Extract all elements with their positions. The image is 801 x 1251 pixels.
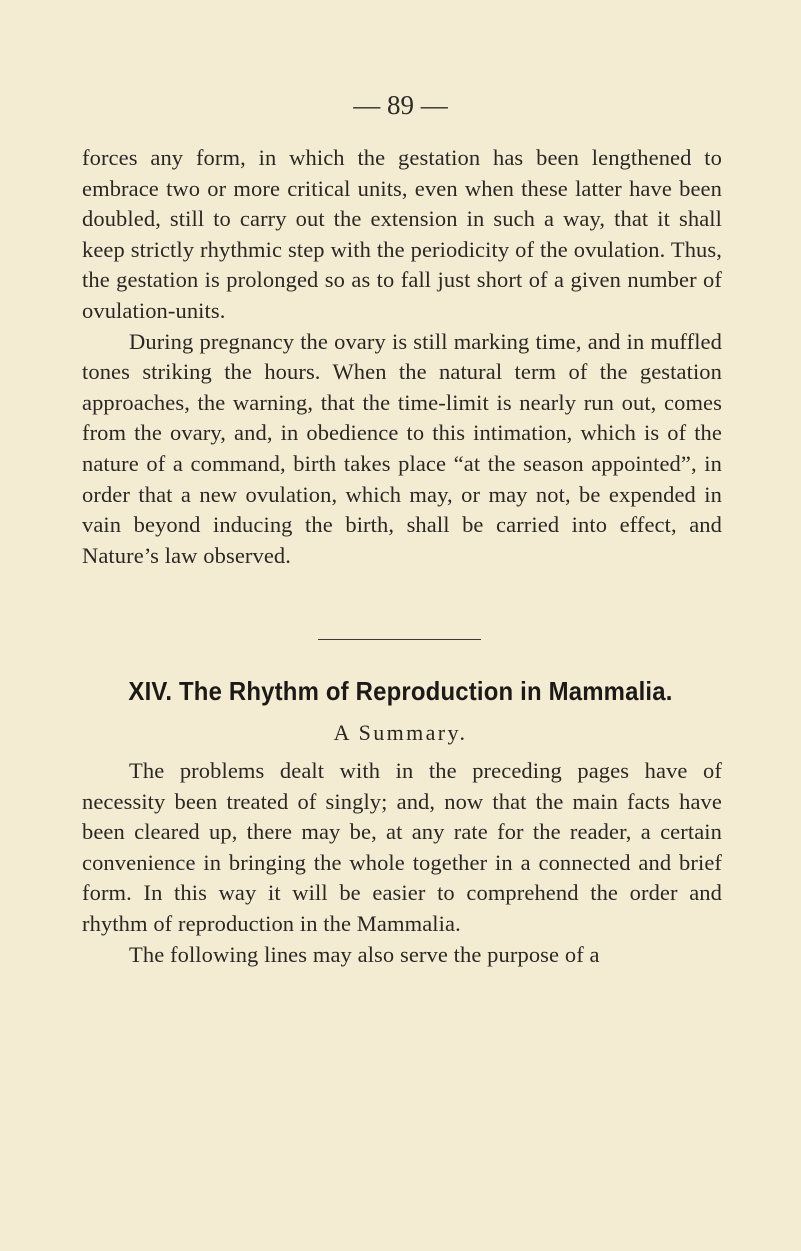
section-heading: XIV. The Rhythm of Reproduction in Mammalia. bbox=[128, 676, 673, 706]
paragraph: The problems dealt with in the preceding pages have of necessity been treated of singly; and, now that the main facts have been cleared up, there may be, at any rate for the reader, a certain convenience in bringing the whole together in a connected and brief form. In this way it will be easier to comprehend the order and rhythm of reproduction in the Mammalia. bbox=[82, 758, 722, 936]
page-number: — 89 — bbox=[353, 90, 448, 120]
text-block-before-section bbox=[82, 143, 722, 571]
section-subheading: A Summary. bbox=[333, 720, 468, 745]
section-divider bbox=[318, 639, 481, 640]
paragraph: During pregnancy the ovary is still marking time, and in muffled tones striking the hours. When the natural term of the gestation approaches, the warning, that the time-limit is nearly run out, comes from the ovary, and, in obedience to this intimation, which is of the nature of a command, birth takes place “at the season appointed”, in order that a new ovulation, which may, or may not, be expended in vain beyond inducing the birth, shall be carried into effect, and Nature’s law observed. bbox=[82, 328, 722, 568]
text-block-after-section bbox=[82, 756, 722, 970]
paragraph: The following lines may also serve the purpose of a bbox=[129, 941, 600, 967]
paragraph: forces any form, in which the gestation has been lengthened to embrace two or more critical units, even when these latter have been doubled, still to carry out the extension in such a way, that it shall keep strictly rhythmic step with the periodicity of the ovulation. Thus, the gestation is prolonged so as to fall just short of a given number of ovulation-units. bbox=[82, 145, 722, 323]
